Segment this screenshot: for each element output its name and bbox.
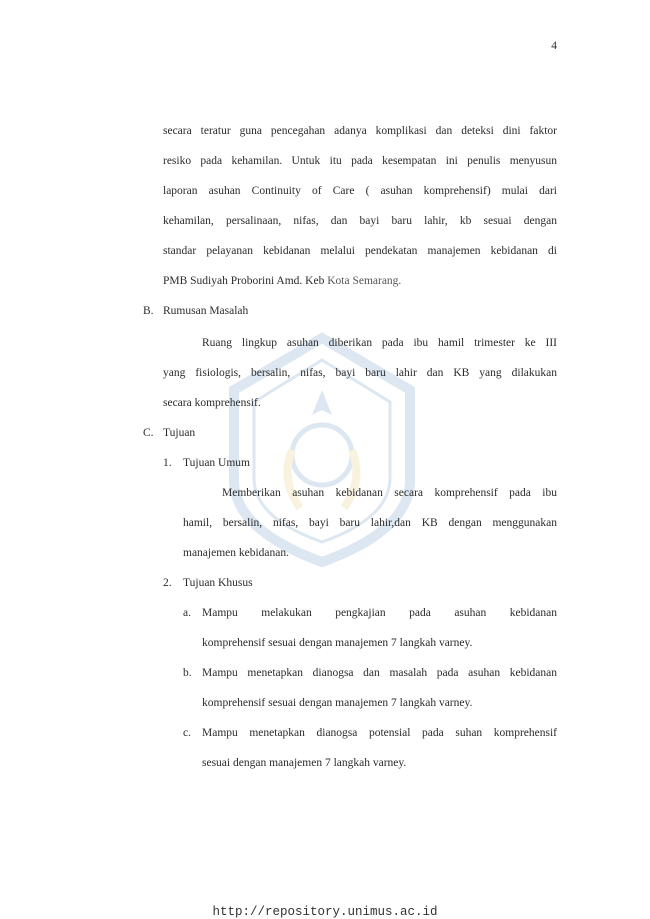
intro-line-2: resiko pada kehamilan. Untuk itu pada kesempatan ini penulis menyusun [163,155,557,167]
intro-line-1 [163,124,557,138]
subitem-b-line-2: komprehensif sesuai dengan manajemen 7 langkah varney. [202,697,473,709]
item-2-heading [163,576,253,590]
item-number: 2. [163,577,172,589]
item-title: Tujuan Umum [183,457,250,469]
item-title: Tujuan Khusus [183,577,253,589]
intro-clinic-name: PMB Sudiyah Proborini Amd. Keb [163,275,325,287]
subitem-b-letter: b. [183,667,192,679]
item-1-line-1: Memberikan asuhan kebidanan secara komprehensif pada ibu [222,487,557,499]
section-b-line-1: Ruang lingkup asuhan diberikan pada ibu hamil trimester ke III [202,337,557,349]
intro-line-3: laporan asuhan Continuity of Care ( asuhan komprehensif) mulai dari [163,185,557,197]
subitem-b-line-1: Mampu menetapkan dianogsa dan masalah pada asuhan kebidanan [202,667,557,679]
subitem-a-letter: a. [183,607,191,619]
subitem-c-line-1: Mampu menetapkan dianogsa potensial pada suhan komprehensif [202,727,557,739]
subitem-c-line-2: sesuai dengan manajemen 7 langkah varney. [202,757,407,769]
subitem-c-letter: c. [183,727,191,739]
intro-line-6 [163,274,401,288]
subitem-a-line-2: komprehensif sesuai dengan manajemen 7 langkah varney. [202,637,473,649]
section-b-line-3: secara komprehensif. [163,397,261,409]
item-1-line-3: manajemen kebidanan. [183,547,290,559]
section-b-heading [143,304,249,318]
text-line: secara teratur guna pencegahan adanya komplikasi dan deteksi dini faktor [163,125,557,137]
subitem-a-line-1: Mampu melakukan pengkajian pada asuhan kebidanan [202,607,557,619]
intro-line-4: kehamilan, persalinaan, nifas, dan bayi baru lahir, kb sesuai dengan [163,215,557,227]
page-number: 4 [551,40,557,52]
section-b-line-2: yang fisiologis, bersalin, nifas, bayi baru lahir dan KB yang dilakukan [163,367,557,379]
section-title: Rumusan Masalah [163,305,249,317]
section-letter: C. [143,427,154,439]
item-1-line-2: hamil, bersalin, nifas, bayi baru lahir,dan KB dengan menggunakan [183,517,557,529]
item-1-heading [163,456,250,470]
intro-line-5: standar pelayanan kebidanan melalui pendekatan manajemen kebidanan di [163,245,557,257]
repository-url: http://repository.unimus.ac.id [212,905,438,919]
section-title: Tujuan [163,427,196,439]
item-number: 1. [163,457,172,469]
section-c-heading [143,426,196,440]
intro-city: Kota Semarang. [327,275,402,287]
section-letter: B. [143,305,154,317]
